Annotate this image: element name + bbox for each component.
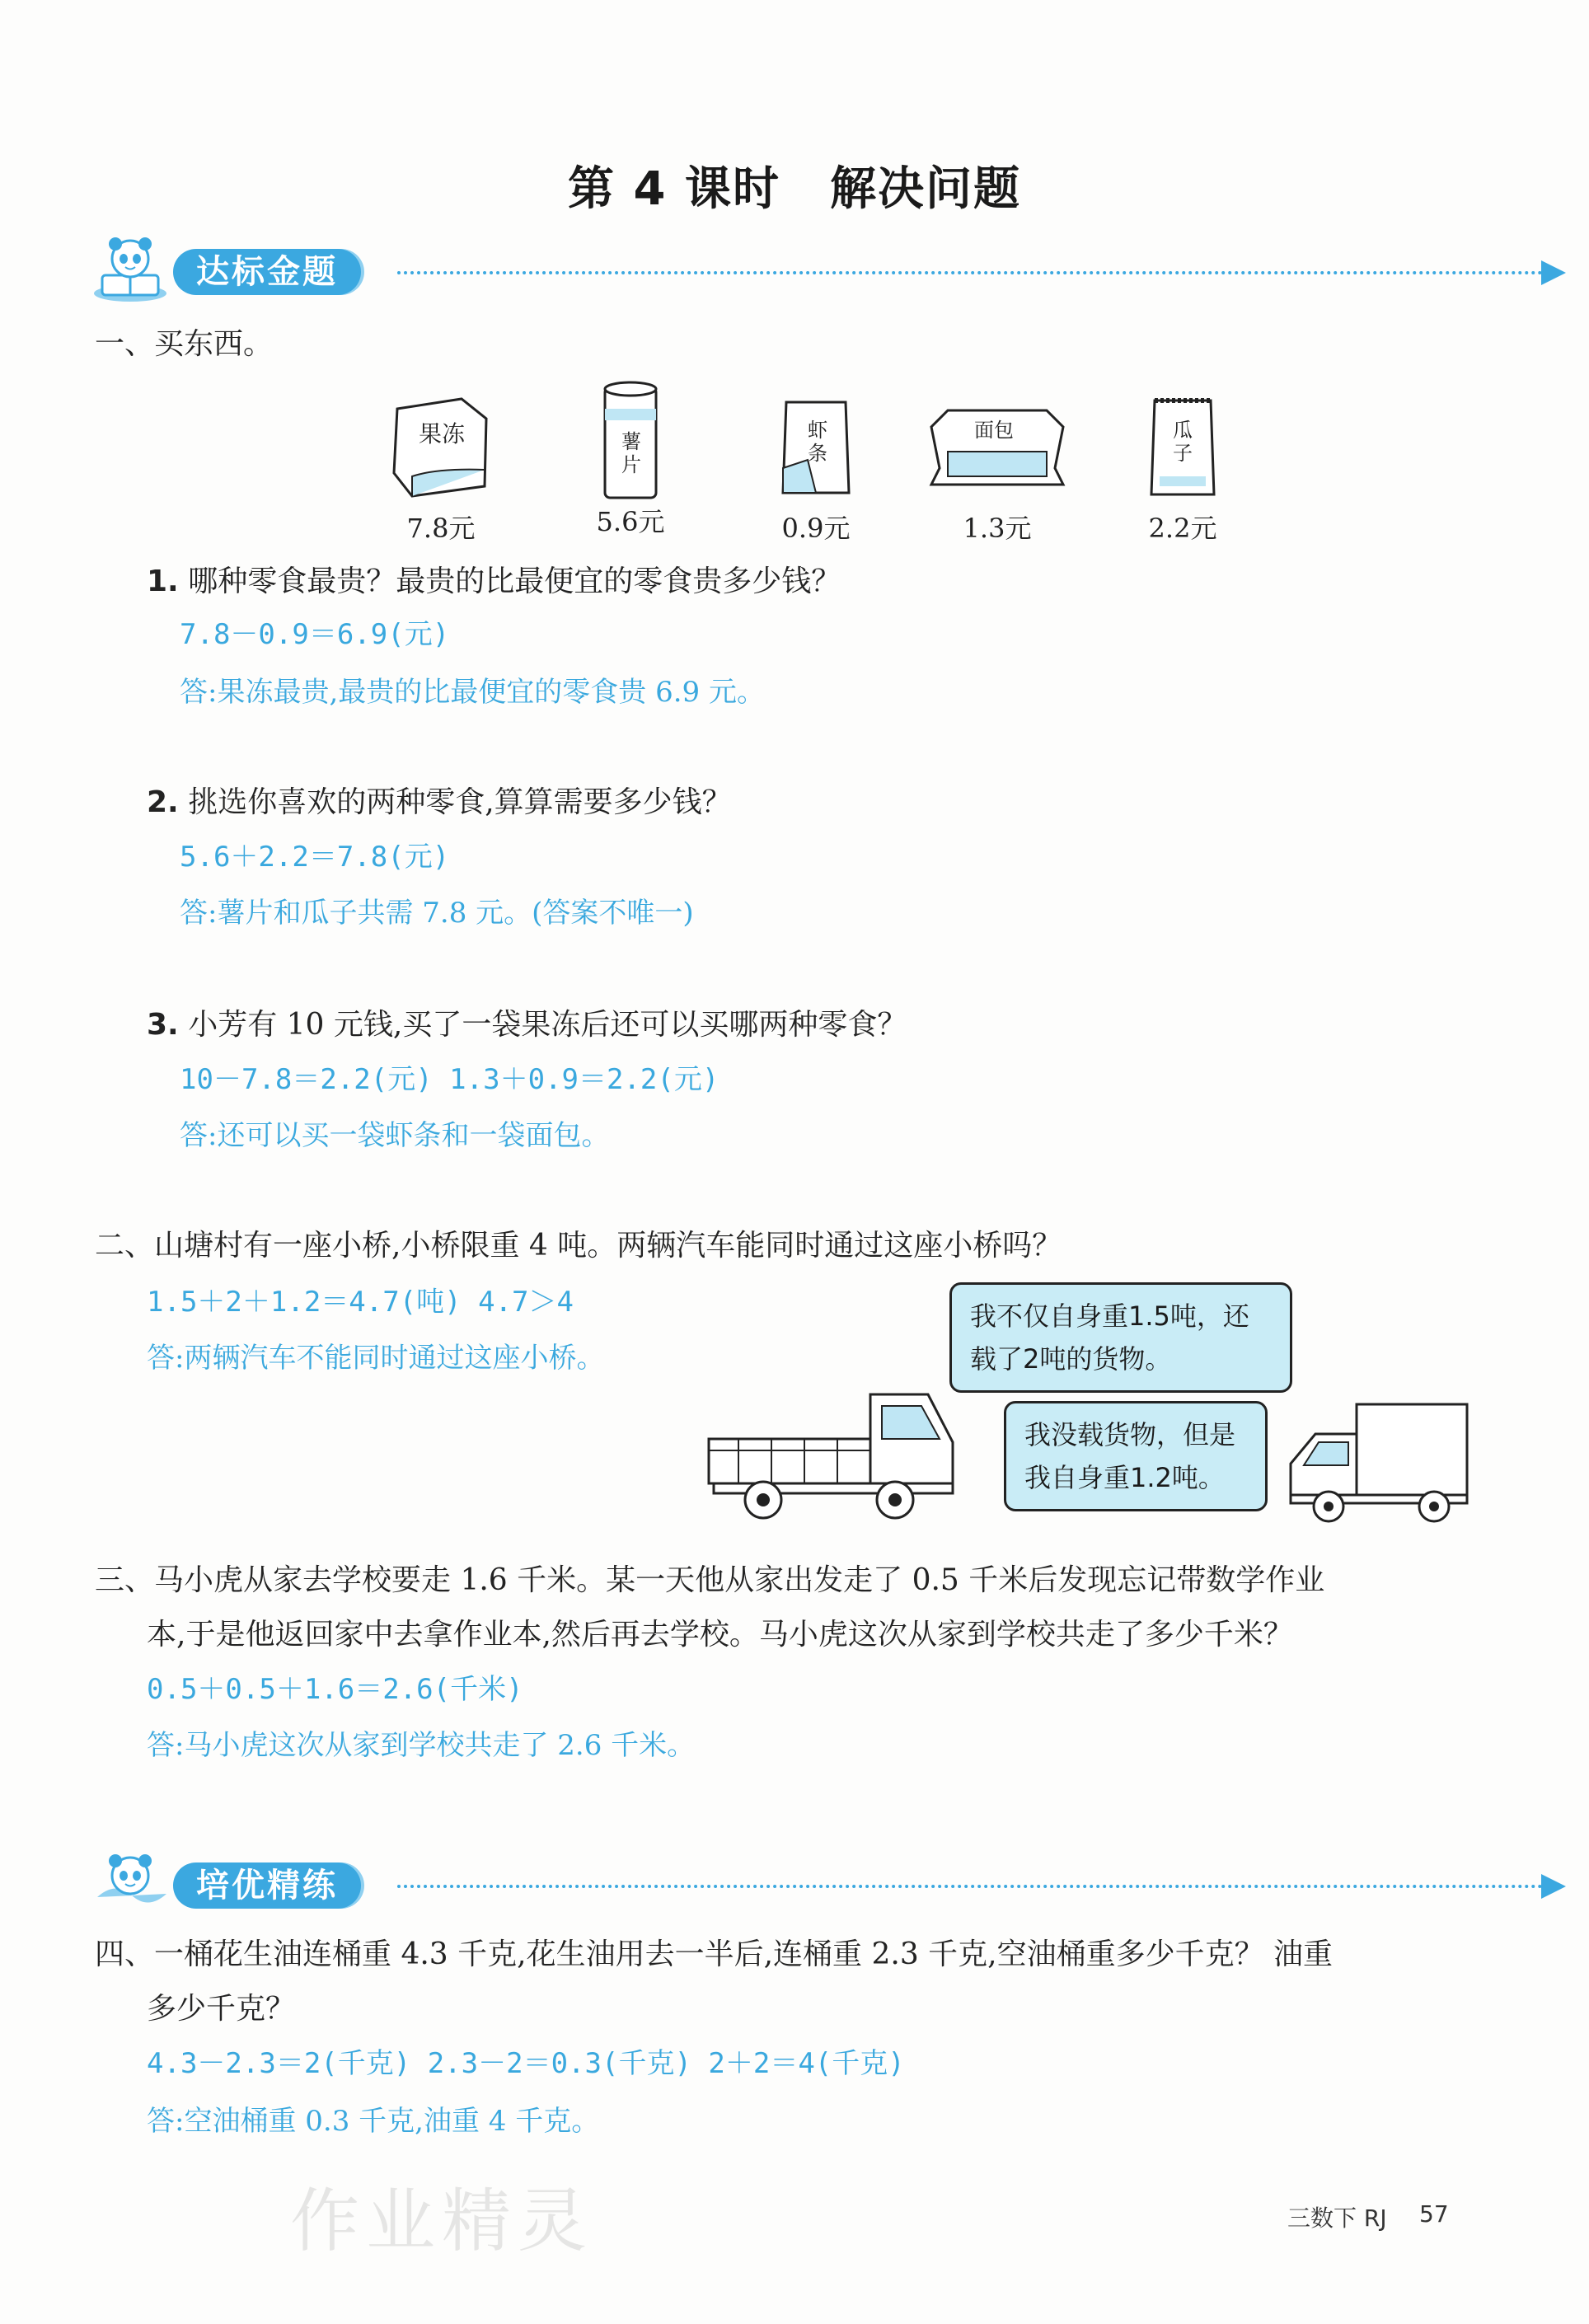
speech-bubble-truck-1 (949, 1282, 1292, 1393)
panda-mascot-icon (91, 234, 170, 303)
snack-jelly-price: 7.8元 (406, 513, 476, 544)
bubble-2-line-2: 我自身重1.2吨。 (1024, 1462, 1225, 1493)
lesson-number: 第 4 课时 (568, 162, 780, 216)
question-1-heading: 一、买东西。 (95, 327, 274, 361)
bread-pack-icon (923, 394, 1071, 501)
section-title-basic: 达标金题 (173, 249, 361, 295)
snack-seeds (1129, 394, 1236, 546)
bubble-1-line-1: 我不仅自身重1.5吨，还 (970, 1300, 1249, 1332)
question-4-line-2: 多少千克？ (147, 1992, 296, 2026)
subquestion-1-text: 哪种零食最贵？最贵的比最便宜的零食贵多少钱？ (188, 565, 841, 598)
snack-chips (577, 379, 684, 539)
dotted-rule (397, 271, 1543, 274)
subquestion-3 (147, 1004, 907, 1047)
subquestion-3-number: 3. (147, 1008, 179, 1042)
speech-bubble-truck-2 (1004, 1401, 1268, 1511)
subquestion-2-answer: 答:薯片和瓜子共需 7.8 元。(答案不唯一) (180, 897, 694, 930)
subquestion-1-answer: 答:果冻最贵,最贵的比最便宜的零食贵 6.9 元。 (180, 676, 765, 709)
question-3-calculation: 0.5＋0.5＋1.6＝2.6(千米) (147, 1673, 523, 1706)
subquestion-2-calculation: 5.6＋2.2＝7.8(元) (180, 841, 450, 874)
arrow-right-icon (1541, 1874, 1566, 1899)
footer-book-label: 三数下 RJ (1287, 2205, 1387, 2232)
page-title (0, 152, 1589, 218)
snack-chips-label-2: 片 (621, 453, 641, 476)
lesson-topic: 解决问题 (829, 162, 1021, 216)
svg-text:子: 子 (1173, 442, 1193, 465)
question-3-line-2: 本,于是他返回家中去拿作业本,然后再去学校。马小虎这次从家到学校共走了多少千米？ (147, 1618, 1293, 1652)
snack-jelly-label: 果冻 (419, 420, 466, 447)
question-3-answer: 答:马小虎这次从家到学校共走了 2.6 千米。 (147, 1729, 696, 1762)
subquestion-3-text: 小芳有 10 元钱,买了一袋果冻后还可以买哪两种零食？ (188, 1008, 907, 1042)
section-banner-advanced (91, 1862, 1574, 1909)
subquestion-1-calculation: 7.8－0.9＝6.9(元) (180, 618, 450, 651)
section-banner-basic (91, 249, 1574, 295)
snack-chips-label-1: 薯 (621, 430, 641, 453)
question-4-line-1: 四、一桶花生油连桶重 4.3 千克,花生油用去一半后,连桶重 2.3 千克,空油桶重多少千克？ 油重 (95, 1937, 1334, 1971)
section-title-advanced: 培优精练 (173, 1862, 361, 1909)
jelly-bag-icon (379, 394, 503, 501)
snack-shrimp (758, 394, 874, 546)
panda-mascot-flying-icon (91, 1848, 170, 1917)
question-2-calculation: 1.5＋2＋1.2＝4.7(吨) 4.7＞4 (147, 1286, 574, 1319)
subquestion-2-text: 挑选你喜欢的两种零食,算算需要多少钱？ (188, 785, 732, 819)
subquestion-3-answer: 答:还可以买一袋虾条和一袋面包。 (180, 1119, 610, 1152)
svg-text:条: 条 (808, 442, 827, 465)
snack-jelly (375, 394, 507, 546)
bubble-2-line-1: 我没载货物，但是 (1024, 1419, 1236, 1450)
subquestion-1 (147, 560, 841, 603)
question-2-heading: 二、山塘村有一座小桥,小桥限重 4 吨。两辆汽车能同时通过这座小桥吗？ (95, 1229, 1062, 1263)
question-2-answer: 答:两辆汽车不能同时通过这座小桥。 (147, 1342, 605, 1375)
question-4-calculation: 4.3－2.3＝2(千克) 2.3－2＝0.3(千克) 2＋2＝4(千克) (147, 2047, 905, 2080)
shrimp-snack-bag-icon (775, 394, 857, 501)
snack-seeds-price: 2.2元 (1148, 513, 1217, 544)
snack-bread-price: 1.3元 (963, 513, 1032, 544)
snack-chips-price: 5.6元 (596, 506, 665, 537)
svg-text:虾: 虾 (808, 419, 827, 442)
watermark: 作业精灵 (290, 2181, 594, 2261)
subquestion-2-number: 2. (147, 785, 179, 819)
question-3-line-1: 三、马小虎从家去学校要走 1.6 千米。某一天他从家出发走了 0.5 千米后发现忘记带数学作业 (95, 1563, 1325, 1597)
snack-bread (923, 394, 1071, 546)
box-truck-icon (1282, 1401, 1472, 1525)
chips-can-icon (593, 379, 668, 503)
question-4-answer: 答:空油桶重 0.3 千克,油重 4 千克。 (147, 2105, 600, 2138)
dotted-rule (397, 1885, 1543, 1888)
flatbed-truck-icon (705, 1385, 969, 1525)
snack-shrimp-price: 0.9元 (781, 513, 851, 544)
svg-text:瓜: 瓜 (1173, 419, 1193, 442)
subquestion-2 (147, 781, 732, 824)
bubble-1-line-2: 载了2吨的货物。 (970, 1343, 1172, 1375)
snack-bread-label: 面包 (974, 419, 1014, 442)
seeds-bag-icon (1141, 394, 1224, 501)
page-number: 57 (1419, 2200, 1449, 2228)
subquestion-1-number: 1. (147, 565, 179, 598)
arrow-right-icon (1541, 260, 1566, 285)
subquestion-3-calculation: 10－7.8＝2.2(元) 1.3＋0.9＝2.2(元) (180, 1063, 720, 1096)
